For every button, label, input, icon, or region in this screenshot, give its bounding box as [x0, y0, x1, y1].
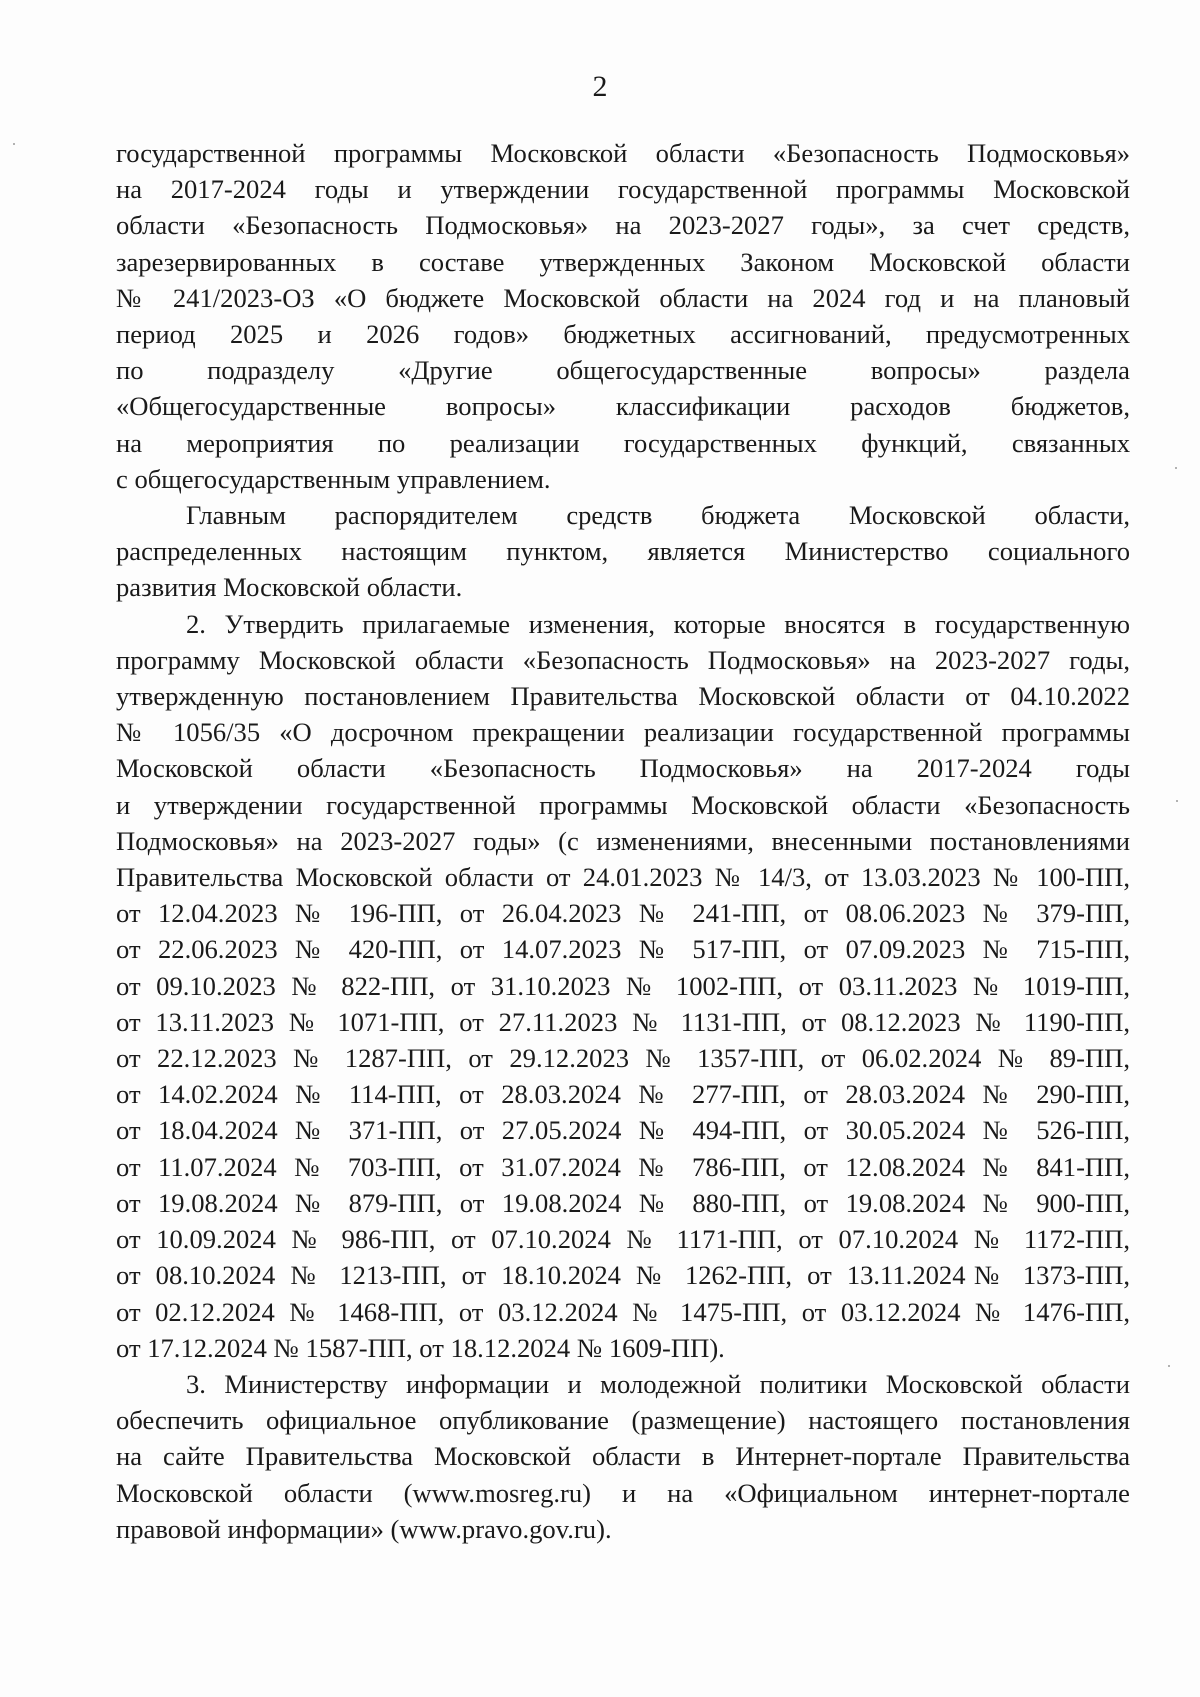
text-line: распределенных настоящим пунктом, является Министерство социального — [116, 536, 1130, 567]
text-line: по подразделу «Другие общегосударственные вопросы» раздела — [116, 355, 1130, 386]
paragraph-1-continuation — [116, 135, 1130, 497]
text-line: программу Московской области «Безопасность Подмосковья» на 2023-2027 годы, — [116, 644, 1130, 675]
text-line: от 09.10.2023 № 822-ПП, от 31.10.2023 № 1002-ПП, от 03.11.2023 № 1019-ПП, — [116, 970, 1130, 1001]
text-line: от 22.06.2023 № 420-ПП, от 14.07.2023 № 517-ПП, от 07.09.2023 № 715-ПП, — [116, 934, 1130, 965]
text-line: от 18.04.2024 № 371-ПП, от 27.05.2024 № 494-ПП, от 30.05.2024 № 526-ПП, — [116, 1115, 1130, 1146]
text-line: Московской области «Безопасность Подмосковья» на 2017-2024 годы — [116, 753, 1130, 784]
text-line: от 14.02.2024 № 114-ПП, от 28.03.2024 № 277-ПП, от 28.03.2024 № 290-ПП, — [116, 1079, 1130, 1110]
text-line: «Общегосударственные вопросы» классификации расходов бюджетов, — [116, 391, 1130, 422]
scan-speck — [1176, 800, 1178, 802]
text-line: от 12.04.2023 № 196-ПП, от 26.04.2023 № 241-ПП, от 08.06.2023 № 379-ПП, — [116, 898, 1130, 929]
text-line: 2. Утвердить прилагаемые изменения, которые вносятся в государственную — [186, 608, 1130, 639]
text-line: развития Московской области. — [116, 572, 463, 603]
text-line: Подмосковья» на 2023-2027 годы» (с изменениями, внесенными постановлениями — [116, 825, 1130, 856]
text-line: от 13.11.2023 № 1071-ПП, от 27.11.2023 № 1131-ПП, от 08.12.2023 № 1190-ПП, — [116, 1006, 1130, 1037]
paragraph-item-3 — [116, 1366, 1130, 1547]
scan-speck — [1175, 467, 1177, 469]
text-line: зарезервированных в составе утвержденных Законом Московской области — [116, 246, 1130, 277]
text-line: области «Безопасность Подмосковья» на 2023-2027 годы», за счет средств, — [116, 210, 1130, 241]
text-line: обеспечить официальное опубликование (размещение) настоящего постановления — [116, 1405, 1130, 1436]
text-line: от 02.12.2024 № 1468-ПП, от 03.12.2024 № 1475-ПП, от 03.12.2024 № 1476-ПП, — [116, 1296, 1130, 1327]
text-line: от 10.09.2024 № 986-ПП, от 07.10.2024 № 1171-ПП, от 07.10.2024 № 1172-ПП, — [116, 1224, 1130, 1255]
text-line: от 17.12.2024 № 1587-ПП, от 18.12.2024 № 1609-ПП). — [116, 1332, 725, 1363]
text-line: и утверждении государственной программы Московской области «Безопасность — [116, 789, 1130, 820]
text-line: № 1056/35 «О досрочном прекращении реализации государственной программы — [116, 717, 1130, 748]
text-line: с общегосударственным управлением. — [116, 463, 551, 494]
text-line: от 19.08.2024 № 879-ПП, от 19.08.2024 № 880-ПП, от 19.08.2024 № 900-ПП, — [116, 1187, 1130, 1218]
text-line: на 2017-2024 годы и утверждении государственной программы Московской — [116, 174, 1130, 205]
text-line: правовой информации» (www.pravo.gov.ru). — [116, 1513, 612, 1544]
text-line: на мероприятия по реализации государственных функций, связанных — [116, 427, 1130, 458]
text-line: Московской области (www.mosreg.ru) и на «Официальном интернет-портале — [116, 1477, 1130, 1508]
document-body — [116, 135, 1130, 1547]
text-line: от 22.12.2023 № 1287-ПП, от 29.12.2023 № 1357-ПП, от 06.02.2024 № 89-ПП, — [116, 1043, 1130, 1074]
text-line: утвержденную постановлением Правительства Московской области от 04.10.2022 — [116, 681, 1130, 712]
text-line: № 241/2023-ОЗ «О бюджете Московской области на 2024 год и на плановый — [116, 282, 1130, 313]
scan-speck — [13, 143, 15, 145]
text-line: Правительства Московской области от 24.01.2023 № 14/3, от 13.03.2023 № 100-ПП, — [116, 862, 1130, 893]
text-line: Главным распорядителем средств бюджета Московской области, — [186, 500, 1130, 531]
text-line: 3. Министерству информации и молодежной политики Московской области — [186, 1368, 1130, 1399]
text-line: от 11.07.2024 № 703-ПП, от 31.07.2024 № 786-ПП, от 12.08.2024 № 841-ПП, — [116, 1151, 1130, 1182]
text-line: государственной программы Московской области «Безопасность Подмосковья» — [116, 138, 1130, 168]
page-number: 2 — [592, 70, 608, 103]
text-line: период 2025 и 2026 годов» бюджетных ассигнований, предусмотренных — [116, 319, 1130, 350]
text-line: на сайте Правительства Московской области в Интернет-портале Правительства — [116, 1441, 1130, 1472]
scan-speck — [1168, 1365, 1170, 1367]
paragraph-item-2 — [116, 606, 1130, 1366]
paragraph-main-administrator — [116, 497, 1130, 606]
text-line: от 08.10.2024 № 1213-ПП, от 18.10.2024 № 1262-ПП, от 13.11.2024№ 1373-ПП, — [116, 1260, 1130, 1291]
